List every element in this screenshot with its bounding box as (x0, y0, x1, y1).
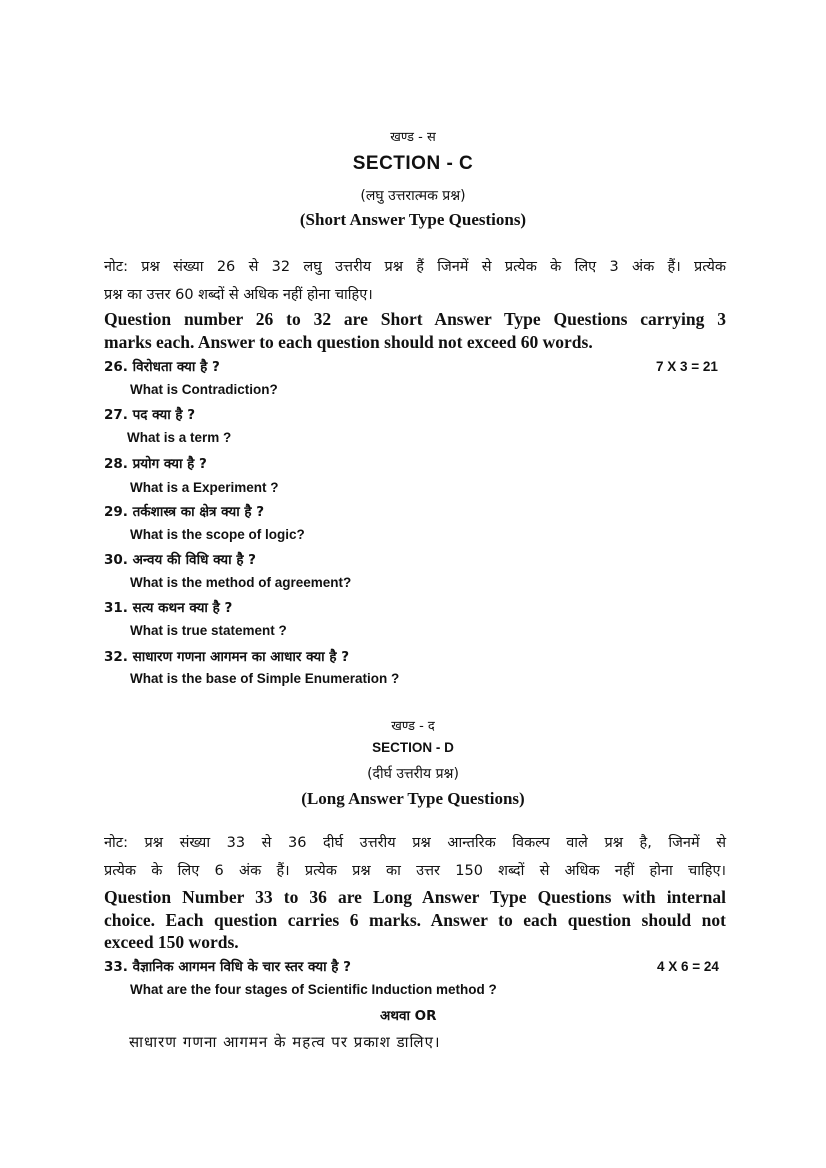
section-d-type-english: (Long Answer Type Questions) (301, 789, 525, 808)
question-28-english: What is a Experiment ? (130, 480, 279, 495)
section-c-type-hindi: (लघु उत्तरात्मक प्रश्न) (360, 188, 466, 204)
section-d-type-hindi: (दीर्घ उत्तरीय प्रश्न) (367, 766, 459, 782)
question-26-english: What is Contradiction? (130, 382, 278, 397)
question-32-hindi: 32. साधारण गणना आगमन का आधार क्या है ? (104, 649, 350, 665)
question-33-english: What are the four stages of Scientific Induction method ? (130, 982, 497, 997)
section-d-heading-hindi: खण्ड - द (391, 719, 435, 734)
section-c-marks: 7 X 3 = 21 (656, 359, 718, 374)
section-d-marks: 4 X 6 = 24 (657, 959, 719, 974)
section-d-note-hindi-line2: प्रत्येक के लिए 6 अंक हैं। प्रत्येक प्रश्न का उत्तर 150 शब्दों से अधिक नहीं होना चाहिए। (104, 863, 726, 879)
section-c-heading-hindi: खण्ड - स (390, 130, 436, 145)
question-26-hindi: 26. विरोधता क्या है ? (104, 359, 220, 375)
section-c-type-english: (Short Answer Type Questions) (299, 210, 527, 229)
question-27-english: What is a term ? (127, 430, 232, 445)
section-c-note-hindi-line1: नोट: प्रश्न संख्या 26 से 32 लघु उत्तरीय प्रश्न हैं जिनमें से प्रत्येक के लिए 3 अंक हैं। प्रत्येक (104, 259, 726, 275)
section-d-note-english-line1: Question Number 33 to 36 are Long Answer Type Questions with internal (104, 887, 726, 907)
question-29-hindi: 29. तर्कशास्त्र का क्षेत्र क्या है ? (104, 504, 265, 520)
question-29-english: What is the scope of logic? (130, 527, 305, 542)
section-d-note-english-line3: exceed 150 words. (104, 932, 239, 952)
question-31-hindi: 31. सत्य कथन क्या है ? (104, 600, 233, 616)
question-30-english: What is the method of agreement? (130, 575, 352, 590)
section-c-note-hindi-line2: प्रश्न का उत्तर 60 शब्दों से अधिक नहीं होना चाहिए। (104, 287, 373, 303)
or-separator: अथवा OR (380, 1008, 437, 1024)
section-d-note-english-line2: choice. Each question carries 6 marks. Answer to each question should not (104, 910, 726, 930)
question-31-english: What is true statement ? (130, 623, 287, 638)
question-27-hindi: 27. पद क्या है ? (104, 407, 196, 423)
question-33-hindi: 33. वैज्ञानिक आगमन विधि के चार स्तर क्या है ? (104, 959, 351, 975)
section-d-note-hindi-line1: नोट: प्रश्न संख्या 33 से 36 दीर्घ उत्तरीय प्रश्न आन्तरिक विकल्प वाले प्रश्न है, जिनमें से (104, 835, 726, 851)
section-c-heading: SECTION - C (352, 153, 474, 174)
question-33-alternative-hindi: साधारण गणना आगमन के महत्व पर प्रकाश डालिए। (129, 1033, 441, 1051)
section-d-heading: SECTION - D (372, 740, 454, 755)
question-32-english: What is the base of Simple Enumeration ? (130, 671, 400, 686)
question-30-hindi: 30. अन्वय की विधि क्या है ? (104, 552, 257, 568)
section-c-note-english-line1: Question number 26 to 32 are Short Answer Type Questions carrying 3 (104, 309, 726, 329)
question-28-hindi: 28. प्रयोग क्या है ? (104, 456, 207, 472)
section-c-note-english-line2: marks each. Answer to each question should not exceed 60 words. (104, 332, 593, 352)
